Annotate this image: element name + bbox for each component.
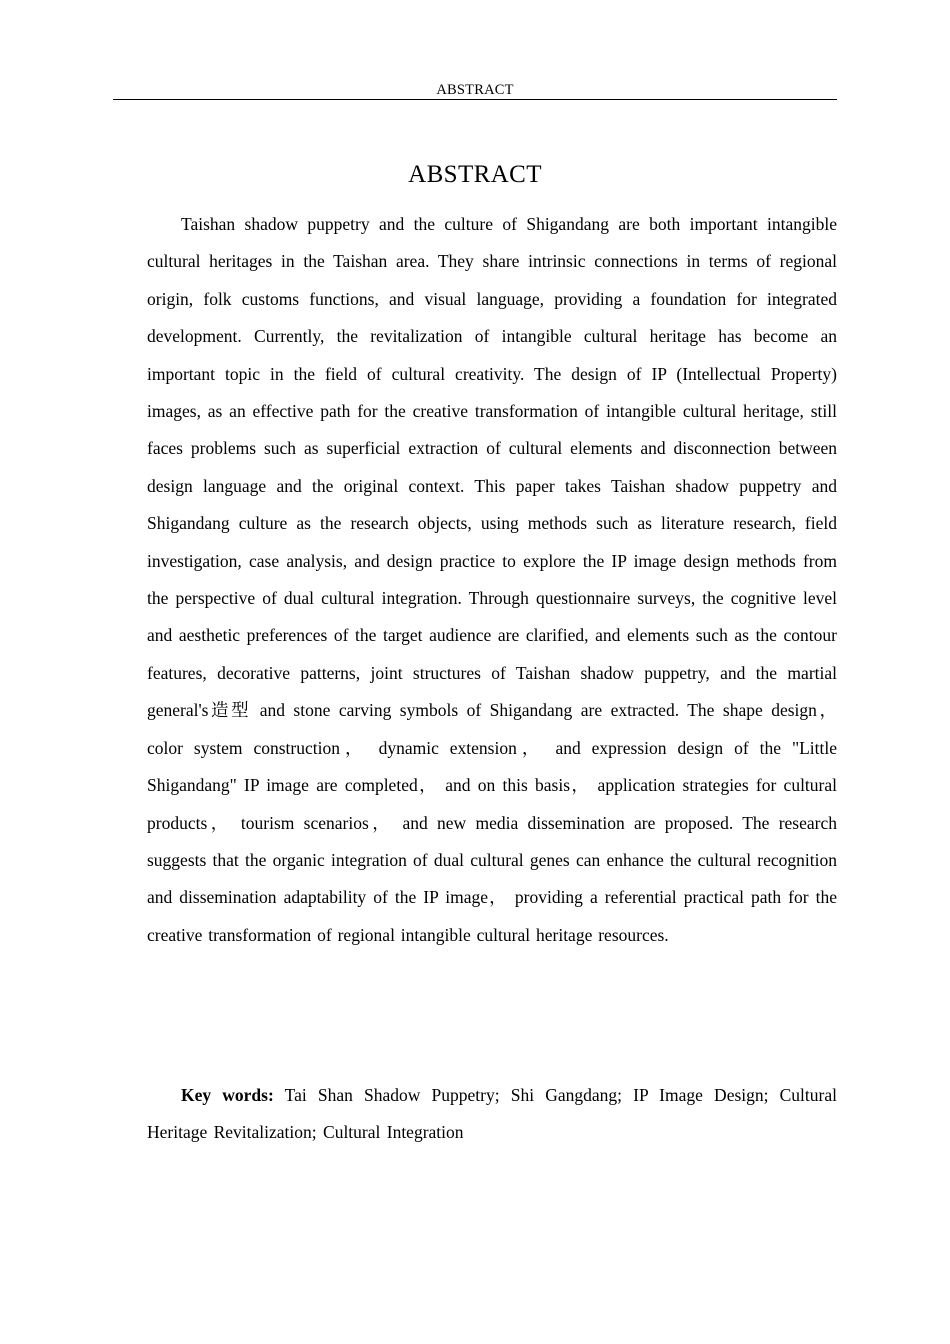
keywords-paragraph: [147, 1077, 837, 1152]
keywords-list: Tai Shan Shadow Puppetry; Shi Gangdang; IP Image Design; Cultural Heritage Revitalization; Cultural Integration: [147, 1085, 837, 1143]
abstract-paragraph: Taishan shadow puppetry and the culture of Shigandang are both important intangible cultural heritages in the Taishan area. They share intrinsic connections in terms of regional origin, folk customs functions, and visual language, providing a foundation for integrated development. Currently, the revitalization of intangible cultural heritage has become an important topic in the field of cultural creativity. The design of IP (Intellectual Property) images, as an effective path for the creative transformation of intangible cultural heritage, still faces problems such as superficial extraction of cultural elements and disconnection between design language and the original context. This paper takes Taishan shadow puppetry and Shigandang culture as the research objects, using methods such as literature research, field investigation, case analysis, and design practice to explore the IP image design methods from the perspective of dual cultural integration. Through questionnaire surveys, the cognitive level and aesthetic preferences of the target audience are clarified, and elements such as the contour features, decorative patterns, joint structures of Taishan shadow puppetry, and the martial general's造型 and stone carving symbols of Shigandang are extracted. The shape design， color system construction， dynamic extension， and expression design of the "Little Shigandang" IP image are completed， and on this basis， application strategies for cultural products， tourism scenarios， and new media dissemination are proposed. The research suggests that the organic integration of dual cultural genes can enhance the cultural recognition and dissemination adaptability of the IP image， providing a referential practical path for the creative transformation of regional intangible cultural heritage resources.: [147, 214, 837, 945]
page-title: ABSTRACT: [408, 161, 542, 188]
running-header: ABSTRACT: [436, 82, 514, 98]
header-rule: [113, 99, 837, 100]
keywords-label: Key words:: [181, 1085, 274, 1105]
